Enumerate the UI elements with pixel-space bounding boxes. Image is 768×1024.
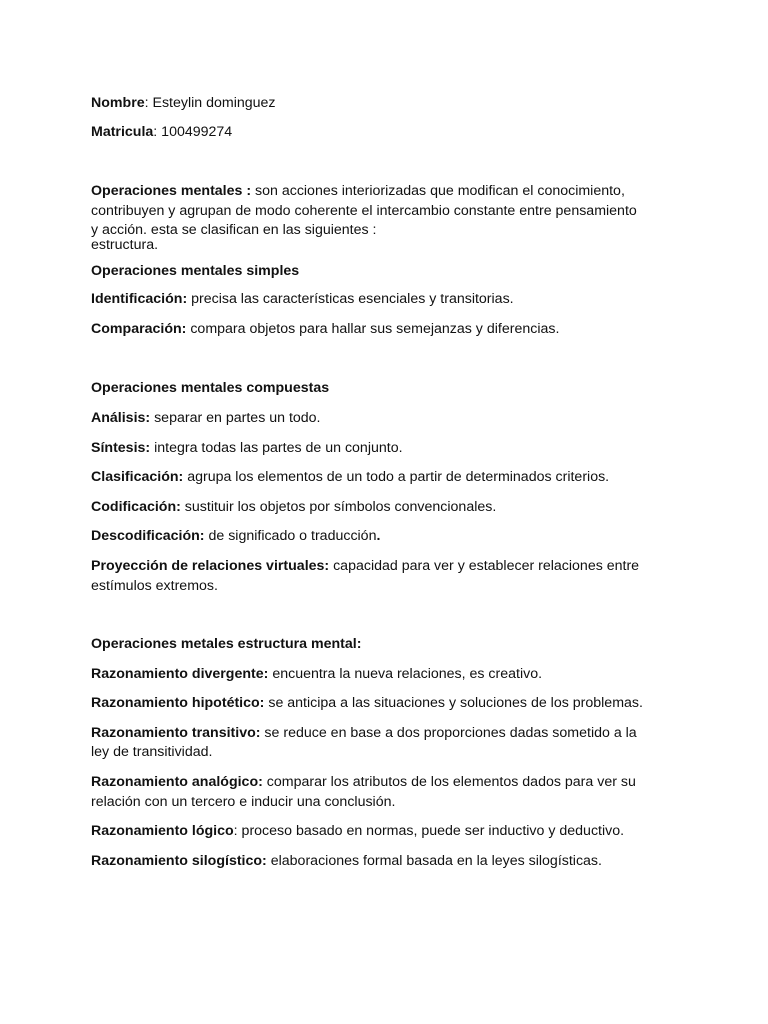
- definition-row: [91, 852, 602, 870]
- intro-text-4: estructura.: [91, 237, 159, 253]
- definition-row: [91, 320, 559, 338]
- intro-label: Operaciones mentales: [91, 183, 243, 199]
- definition-term: Comparación:: [91, 321, 187, 337]
- definition-term: Análisis:: [91, 410, 151, 426]
- definition-text: de significado o traducción: [204, 528, 377, 544]
- definition-text: estímulos extremos.: [91, 578, 218, 594]
- definition-term: Razonamiento hipotético:: [91, 695, 265, 711]
- definition-row: [91, 724, 637, 742]
- definition-text: agrupa los elementos de un todo a partir de determinados criterios.: [183, 469, 610, 485]
- simples-heading-text: Operaciones mentales simples: [91, 263, 300, 279]
- definition-text: precisa las características esenciales y transitorias.: [187, 291, 514, 307]
- matricula-label: Matricula: [91, 124, 154, 140]
- name-value: : Esteylin dominguez: [144, 95, 276, 111]
- definition-row: [91, 290, 514, 308]
- intro-text-1: son acciones interiorizadas que modifican el conocimiento,: [255, 183, 625, 199]
- intro-text-3: y acción. esta se clasifican en las siguientes :: [91, 222, 377, 238]
- definition-term: Síntesis:: [91, 440, 151, 456]
- matricula-value: : 100499274: [153, 124, 233, 140]
- definition-row: [91, 468, 609, 486]
- definition-text: se reduce en base a dos proporciones dadas sometido a la: [260, 725, 637, 741]
- definition-text: capacidad para ver y establecer relaciones entre: [329, 558, 640, 574]
- definition-text: relación con un tercero e inducir una conclusión.: [91, 794, 396, 810]
- definition-term: Clasificación:: [91, 469, 184, 485]
- definition-text: compara objetos para hallar sus semejanzas y diferencias.: [186, 321, 560, 337]
- definition-term: Descodificación:: [91, 528, 205, 544]
- definition-term: Razonamiento transitivo:: [91, 725, 261, 741]
- definition-row: [91, 773, 636, 791]
- definition-row: [91, 665, 542, 683]
- definition-continuation: [91, 793, 395, 811]
- intro-line-2: [91, 202, 637, 220]
- definition-continuation: [91, 577, 218, 595]
- simples-heading: [91, 262, 299, 280]
- matricula-line: [91, 123, 232, 141]
- definition-row: [91, 557, 639, 575]
- definition-term: Razonamiento lógico: [91, 823, 234, 839]
- definition-row: [91, 498, 496, 516]
- definition-text: ley de transitividad.: [91, 744, 213, 760]
- definition-row: [91, 822, 624, 840]
- definition-text: separar en partes un todo.: [150, 410, 321, 426]
- definition-term: Proyección de relaciones virtuales:: [91, 558, 330, 574]
- definition-term: Codificación:: [91, 499, 181, 515]
- definition-text: comparar los atributos de los elementos dados para ver su: [262, 774, 636, 790]
- definition-row: [91, 409, 321, 427]
- definition-row: [91, 694, 643, 712]
- compuestas-heading: [91, 379, 329, 397]
- definition-row: [91, 527, 380, 545]
- definition-continuation: [91, 743, 212, 761]
- name-label: Nombre: [91, 95, 145, 111]
- estructura-heading: [91, 635, 361, 653]
- definition-text: encuentra la nueva relaciones, es creativo.: [268, 666, 543, 682]
- intro-line-4: [91, 236, 158, 254]
- definition-text: elaboraciones formal basada en la leyes silogísticas.: [266, 853, 602, 869]
- definition-term: Identificación:: [91, 291, 188, 307]
- definition-tail: .: [376, 528, 381, 544]
- intro-text-2: contribuyen y agrupan de modo coherente el intercambio constante entre pensamiento: [91, 203, 637, 219]
- intro-line-1: [91, 182, 625, 200]
- compuestas-heading-text: Operaciones mentales compuestas: [91, 380, 330, 396]
- definition-term: Razonamiento analógico:: [91, 774, 263, 790]
- definition-term: Razonamiento silogístico:: [91, 853, 267, 869]
- intro-label-suffix: :: [242, 183, 256, 199]
- definition-text: : proceso basado en normas, puede ser inductivo y deductivo.: [233, 823, 625, 839]
- definition-text: se anticipa a las situaciones y soluciones de los problemas.: [264, 695, 643, 711]
- definition-row: [91, 439, 403, 457]
- definition-text: sustituir los objetos por símbolos convencionales.: [180, 499, 497, 515]
- name-line: [91, 94, 276, 112]
- definition-text: integra todas las partes de un conjunto.: [150, 440, 403, 456]
- estructura-heading-text: Operaciones metales estructura mental:: [91, 636, 362, 652]
- definition-term: Razonamiento divergente:: [91, 666, 269, 682]
